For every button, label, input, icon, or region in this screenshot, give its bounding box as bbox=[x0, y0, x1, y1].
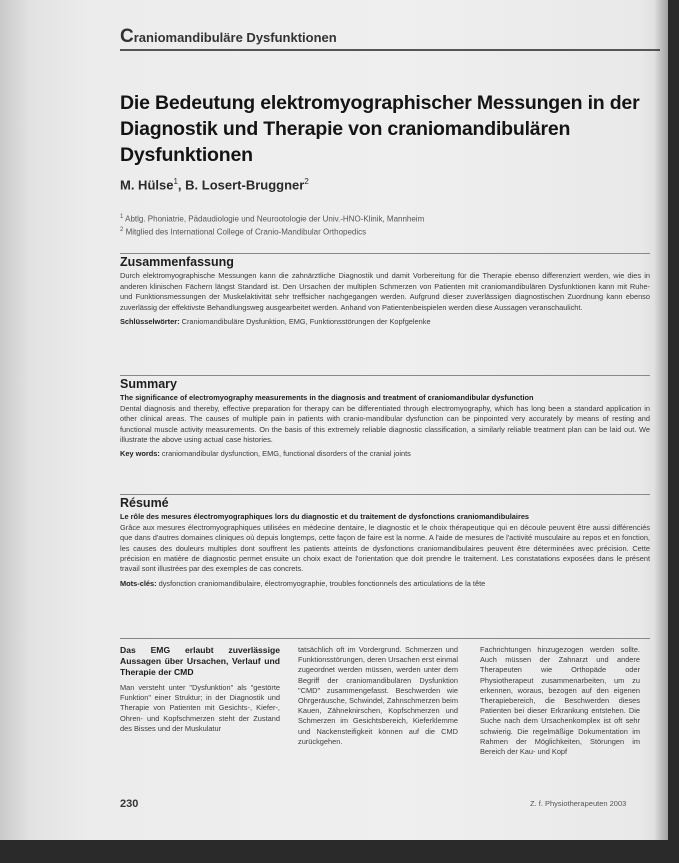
zusammenfassung-section bbox=[120, 253, 650, 327]
section-divider bbox=[120, 253, 650, 254]
keywords-text: dysfonction craniomandibulaire, électromyographie, troubles fonctionnels des articulations de la tête bbox=[158, 578, 486, 588]
journal-citation: Z. f. Physiotherapeuten 2003 bbox=[530, 799, 627, 808]
section-heading: Summary bbox=[120, 377, 177, 391]
body-column-2 bbox=[298, 645, 458, 747]
body-text: Man versteht unter "Dysfunktion" als "gestörte Funktion" einer Struktur; in der Diagnostik und Therapie von Patienten mit Gesichts-, Kiefer-, Ohren- und Kopfschmerzen steht der Zustand des Bisses und der Muskulatur bbox=[120, 683, 280, 733]
affiliation-number: 2 bbox=[120, 226, 124, 233]
section-divider bbox=[120, 375, 650, 376]
running-head-text: raniomandibuläre Dysfunktionen bbox=[133, 30, 337, 45]
affiliation-text: Abtlg. Phoniatrie, Pädaudiologie und Neurootologie der Univ.-HNO-Klinik, Mannheim bbox=[125, 214, 425, 224]
keywords-label: Key words: bbox=[120, 449, 160, 459]
author-line bbox=[120, 177, 309, 192]
author-affil-marker: 2 bbox=[304, 177, 309, 186]
keywords-label: Mots-clés: bbox=[120, 578, 157, 588]
body-column-1 bbox=[120, 645, 280, 734]
section-divider bbox=[120, 638, 650, 639]
resume-subtitle: Le rôle des mesures électromyographiques lors du diagnostic et du traitement de dysfonctions craniomandibulaires bbox=[120, 512, 530, 522]
affiliation-number: 1 bbox=[120, 214, 124, 220]
article-title: Die Bedeutung elektromyographischer Messungen in der Diagnostik und Therapie von craniomandibulären Dysfunktionen bbox=[120, 92, 640, 166]
affiliation-text: Mitglied des International College of Cranio-Mandibular Orthopedics bbox=[125, 227, 367, 237]
resume-section bbox=[120, 494, 650, 589]
keywords-line bbox=[120, 449, 650, 459]
author-name: M. Hülse bbox=[120, 177, 174, 193]
section-heading: Zusammenfassung bbox=[120, 255, 234, 269]
keywords-label: Schlüsselwörter: bbox=[120, 317, 180, 327]
affiliations bbox=[120, 212, 640, 237]
section-divider bbox=[120, 494, 650, 495]
author-affil-marker: 1 bbox=[173, 177, 178, 186]
summary-subtitle: The significance of electromyography measurements in the diagnosis and treatment of craniomandibular dysfunction bbox=[120, 393, 534, 403]
section-heading: Résumé bbox=[120, 496, 169, 510]
body-text: tatsächlich oft im Vordergrund. Schmerzen und Funktionsstörungen, deren Ursachen erst einmal zugeordnet werden müssen, werden unter dem Begriff der craniomandibulären Dysfunktion "CMD" zusammengefasst. Beschwerden wie Ohrgeräusche, Schwindel, Zahnschmerzen beim Kauen, Zähneknirschen, Kopfschmerzen und Schmerzen im Gesichtsbereich, Kieferklemme und Nackensteifigkeit können auf die CMD zurückgehen. bbox=[298, 645, 458, 746]
affiliation-line bbox=[120, 225, 640, 238]
body-heading: Das EMG erlaubt zuverlässige Aussagen über Ursachen, Verlauf und Therapie der CMD bbox=[120, 645, 280, 677]
page-number: 230 bbox=[120, 798, 139, 810]
abstract-body: Durch elektromyographische Messungen kann die zahnärztliche Diagnostik und damit Vorbereitung für die Therapie ebenso differenziert werden, wie dies in anderen klinischen Fächern längst Standard ist. Den Ursachen der multiplen Schmerzen von Patienten mit craniomandibulären Dysfunktionen kann mit Ruhe- und Funktionsmessungen der Muskelaktivität sehr treffsicher nachgegangen werden. Aufgrund dieser zuverlässigen diagnostischen Zuordnung kann ebenso zuverlässig der effektivste Behandlungsweg ausgearbeitet werden. Anhand von Patientenbeispielen werden diese Aussagen veranschaulicht. bbox=[120, 271, 650, 312]
keywords-text: craniomandibular dysfunction, EMG, functional disorders of the cranial joints bbox=[161, 449, 411, 459]
body-column-3 bbox=[480, 645, 640, 757]
author-name: B. Losert-Bruggner bbox=[185, 177, 305, 193]
body-text: Fachrichtungen hinzugezogen werden sollte. Auch müssen der Zahnarzt und andere Therapeuten wie Orthopäde oder Physiotherapeut zusammenarbeiten, um zu erkennen, woraus, bezogen auf den eigenen Therapiebereich, die Beschwerden dieses Patienten bei dieser Erkrankung entstehen. Die Suche nach dem Ursachenkomplex ist oft sehr schwierig. Die regelmäßige Dokumentation im Rahmen der Möglichkeiten, Störungen im Bereich der Kau- und Kopf bbox=[480, 645, 640, 757]
author-separator: , bbox=[177, 177, 186, 193]
keywords-line bbox=[120, 317, 650, 327]
affiliation-line bbox=[120, 212, 640, 225]
running-head bbox=[120, 26, 660, 51]
keywords-line bbox=[120, 579, 650, 589]
summary-section bbox=[120, 375, 650, 460]
abstract-body: Dental diagnosis and thereby, effective preparation for therapy can be differentiated through electromyography, which has long been a standard application in other clinical areas. The causes of multiple pain in patients with cranio-mandibular dysfunction can be pinpointed very accurately by means of resting and functional muscle activity measurements. On the basis of this extremely reliable diagnostic classification, a similarly reliable treatment plan can be laid out. We illustrate the above using actual case histories. bbox=[120, 403, 650, 445]
running-head-initial: C bbox=[120, 26, 134, 47]
abstract-body: Grâce aux mesures électromyographiques utilisées en médecine dentaire, le diagnostic et le choix thérapeutique qui en découle peuvent être aussi différenciés que dans d'autres domaines cliniques où depuis longtemps, cette façon de faire est la norme. A l'aide de mesures de l'activité musculaire au repos et en fonction, les causes des douleurs multiples dont souffrent les patients atteints de dysfonctions craniomandibulaires peuvent être déterminées avec précision. Cette précision en matière de diagnostic permet ensuite un choix exact de l'orientation que doit prendre le traitement. Les constatations exposées dans le présent travail sont illustrées par des exemples de cas concrets. bbox=[120, 522, 650, 574]
keywords-text: Craniomandibuläre Dysfunktion, EMG, Funktionsstörungen der Kopfgelenke bbox=[181, 317, 431, 327]
